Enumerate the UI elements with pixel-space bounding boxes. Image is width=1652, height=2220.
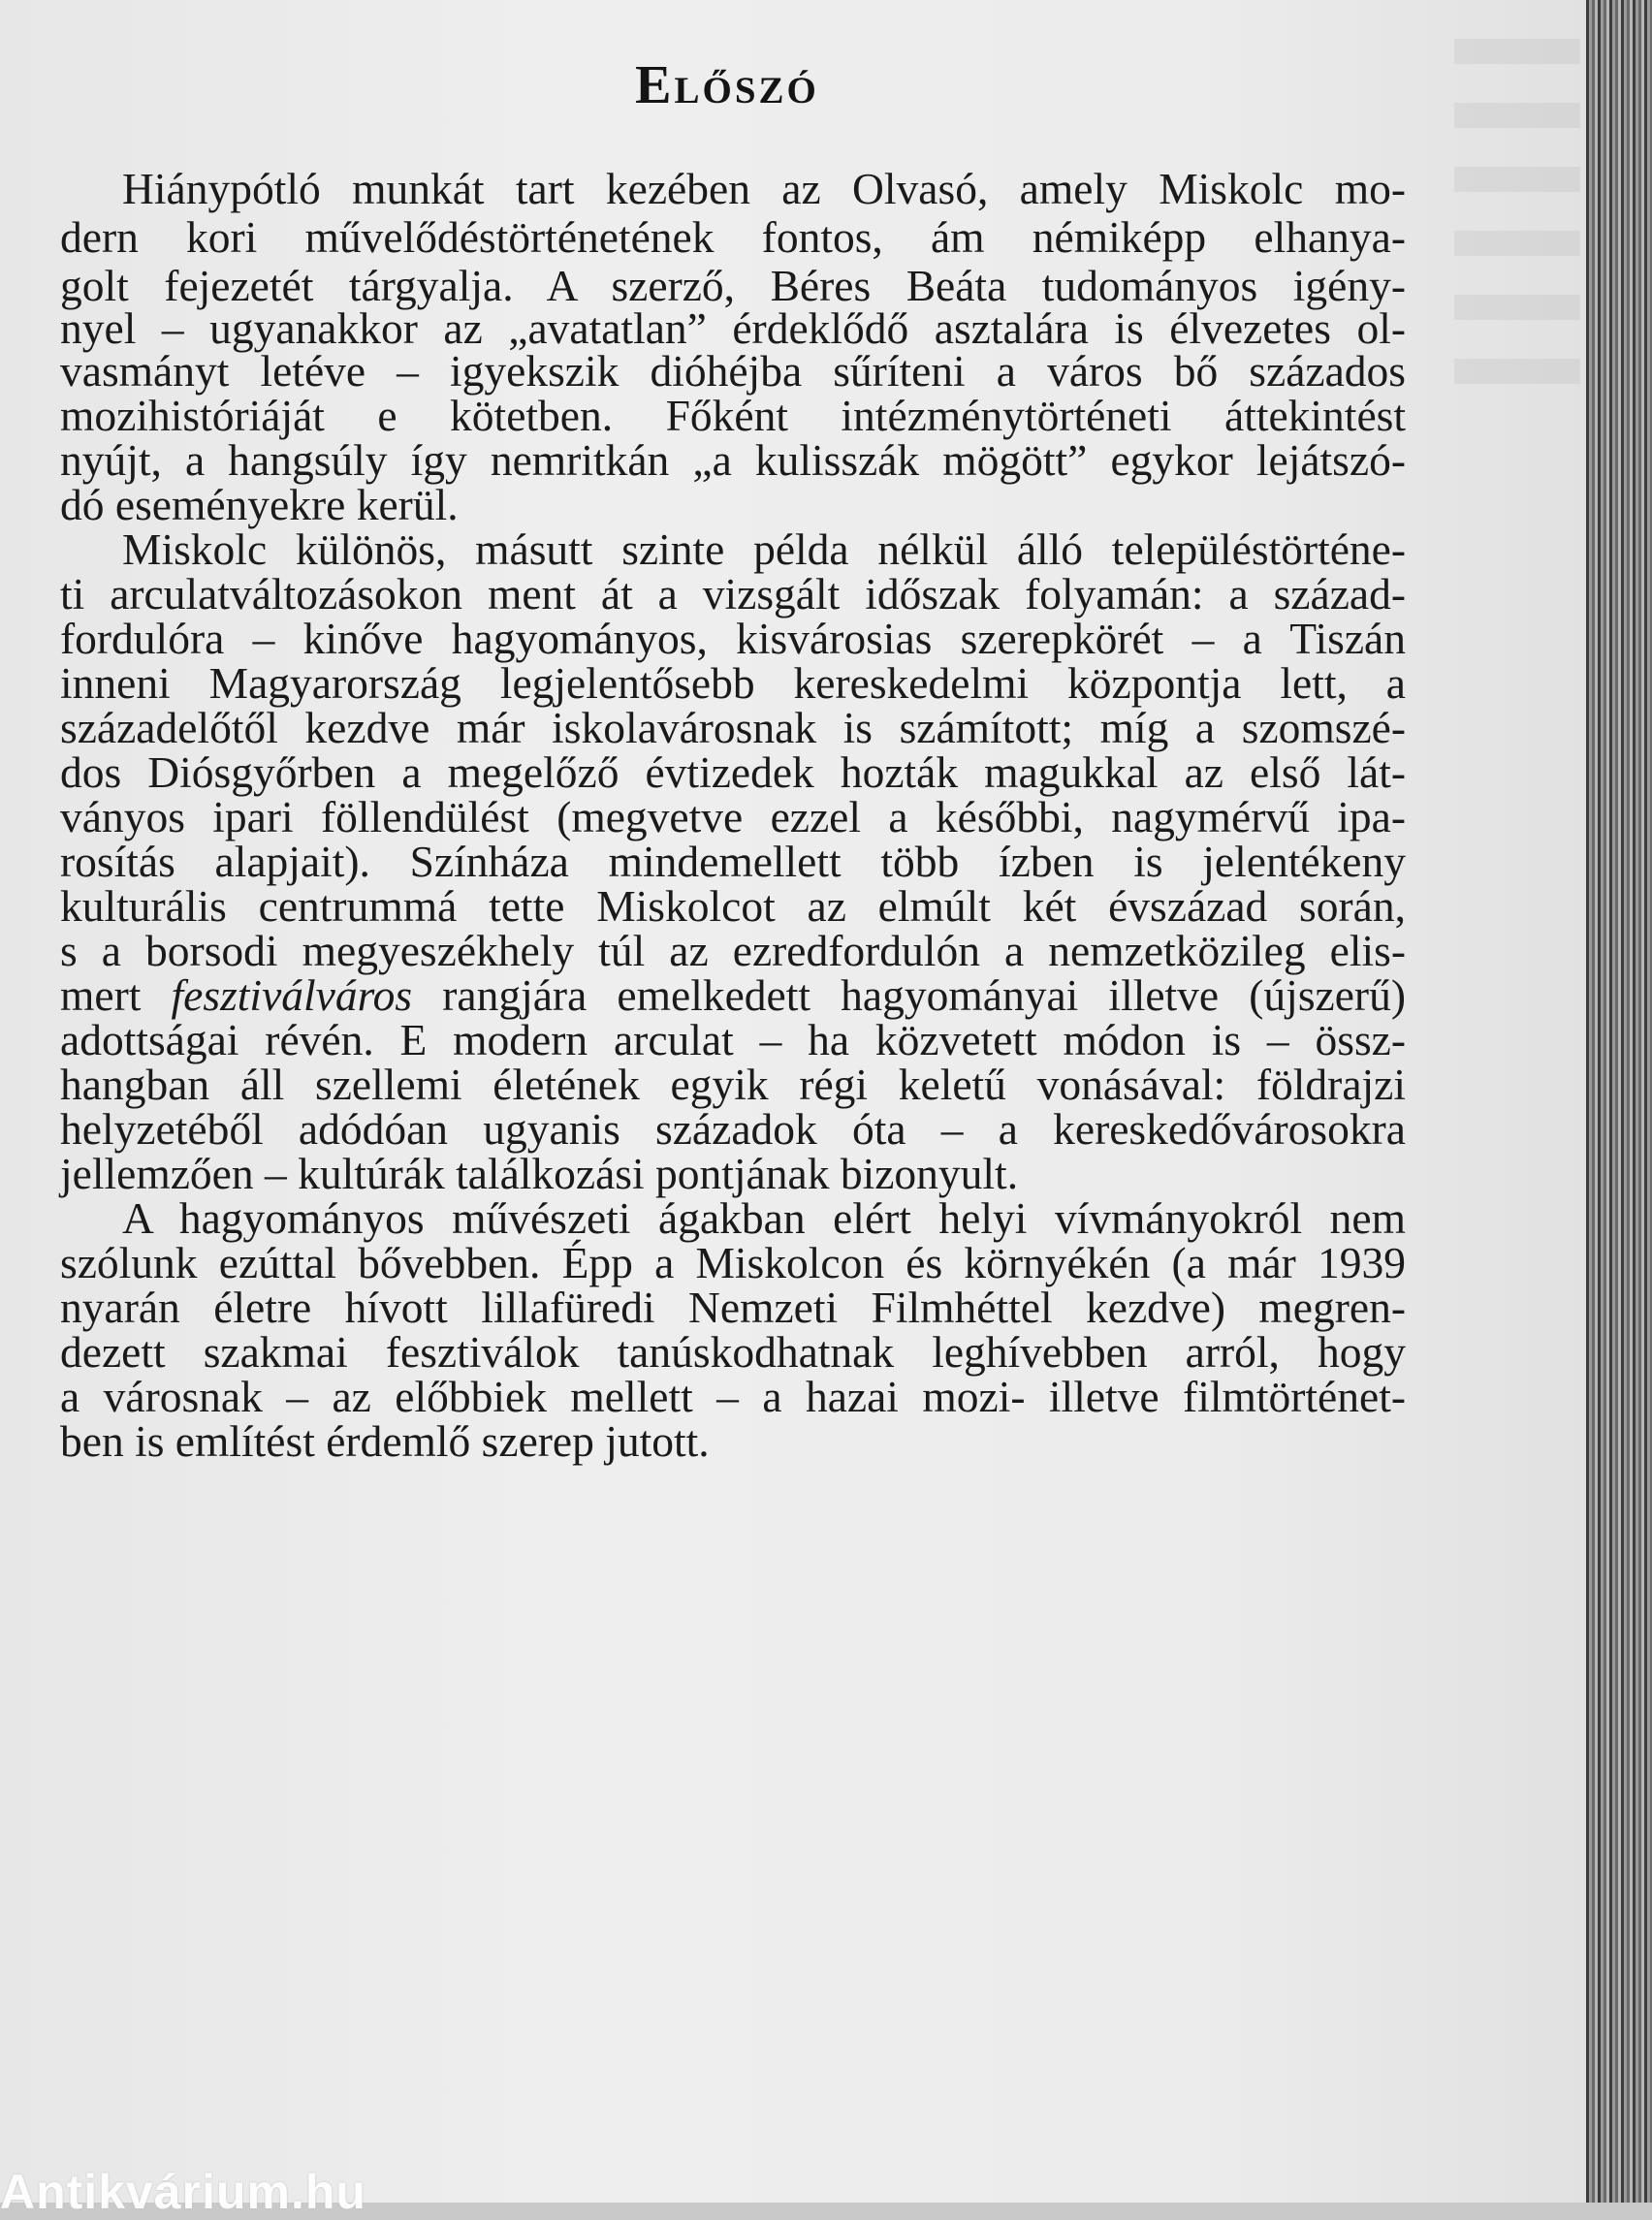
paragraph-line: hangban áll szellemi életének egyik régi keletű vonásával: földrajzi [60, 1060, 1406, 1109]
paragraph-line: nyarán életre hívott lillafüredi Nemzeti Filmhéttel kezdve) megren- [60, 1283, 1406, 1332]
paragraph-line: adottságai révén. E modern arculat – ha közvetett módon is – össz- [60, 1015, 1406, 1064]
line-text: mert [60, 970, 172, 1020]
paragraph-line: mozihistóriáját e kötetben. Főként intézménytörténeti áttekintést [60, 391, 1406, 440]
paragraph-line: nyel – ugyanakkor az „avatatlan” érdeklődő asztalára is élvezetes ol- [60, 303, 1406, 353]
paragraph-line: inneni Magyarország legjelentősebb kereskedelmi központja lett, a [60, 658, 1406, 708]
paragraph-line: jellemzően – kultúrák találkozási pontjának bizonyult. [60, 1149, 1019, 1198]
paragraph-line: helyzetéből adódóan ugyanis századok óta – a kereskedővárosokra [60, 1104, 1406, 1154]
paragraph-line: s a borsodi megyeszékhely túl az ezredfordulón a nemzetközileg elis- [60, 926, 1406, 975]
paragraph-line: ben is említést érdemlő szerep jutott. [60, 1416, 710, 1466]
paragraph-line: dos Diósgyőrben a megelőző évtizedek hozták magukkal az első lát- [60, 747, 1406, 797]
paragraph-line: nyújt, a hangsúly így nemritkán „a kulisszák mögött” egykor lejátszó- [60, 435, 1406, 485]
paragraph-line: ványos ipari föllendülést (megvetve ezzel a későbbi, nagymérvű ipa- [60, 792, 1406, 841]
bleed-through-text [1454, 39, 1580, 407]
paragraph-line: ti arculatváltozásokon ment át a vizsgált időszak folyamán: a század- [60, 569, 1406, 618]
paragraph-line: szólunk ezúttal bővebben. Épp a Miskolcon és környékén (a már 1939 [60, 1238, 1406, 1287]
paragraph-line: A hagyományos művészeti ágakban elért helyi vívmányokról nem [122, 1193, 1406, 1243]
watermark-text: Antikvárium.hu [0, 2165, 366, 2219]
paragraph-line: golt fejezetét tárgyalja. A szerző, Béres Beáta tudományos igény- [60, 261, 1406, 310]
paragraph-line: rosítás alapjait). Színháza mindemellett több ízben is jelentékeny [60, 837, 1406, 886]
paragraph-line: a városnak – az előbbiek mellett – a hazai mozi- illetve filmtörténet- [60, 1372, 1406, 1421]
line-text: rangjára emelkedett hagyományai illetve (újszerű) [412, 970, 1406, 1020]
chapter-title: Előszó [635, 55, 819, 115]
paragraph-line: Hiánypótló munkát tart kezében az Olvasó, amely Miskolc mo- [122, 164, 1406, 213]
italic-term: fesztiválváros [171, 970, 413, 1020]
paragraph-line: fordulóra – kinőve hagyományos, kisvárosias szerepkörét – a Tiszán [60, 614, 1406, 663]
book-spine-edge [1586, 0, 1652, 2203]
paragraph-line: századelőtől kezdve már iskolavárosnak is számított; míg a szomszé- [60, 703, 1406, 752]
paragraph-line: Miskolc különös, másutt szinte példa nélkül álló településtörténe- [122, 524, 1406, 574]
paragraph-line: vasmányt letéve – igyekszik dióhéjba sűríteni a város bő százados [60, 346, 1406, 396]
paragraph-line: dezett szakmai fesztiválok tanúskodhatnak leghívebben arról, hogy [60, 1327, 1406, 1377]
paragraph-line: kulturális centrummá tette Miskolcot az elmúlt két évszázad során, [60, 881, 1406, 931]
paragraph-line: dó eseményekre kerül. [60, 480, 459, 529]
paragraph-line: dern kori művelődéstörténetének fontos, ám némiképp elhanya- [60, 212, 1406, 262]
